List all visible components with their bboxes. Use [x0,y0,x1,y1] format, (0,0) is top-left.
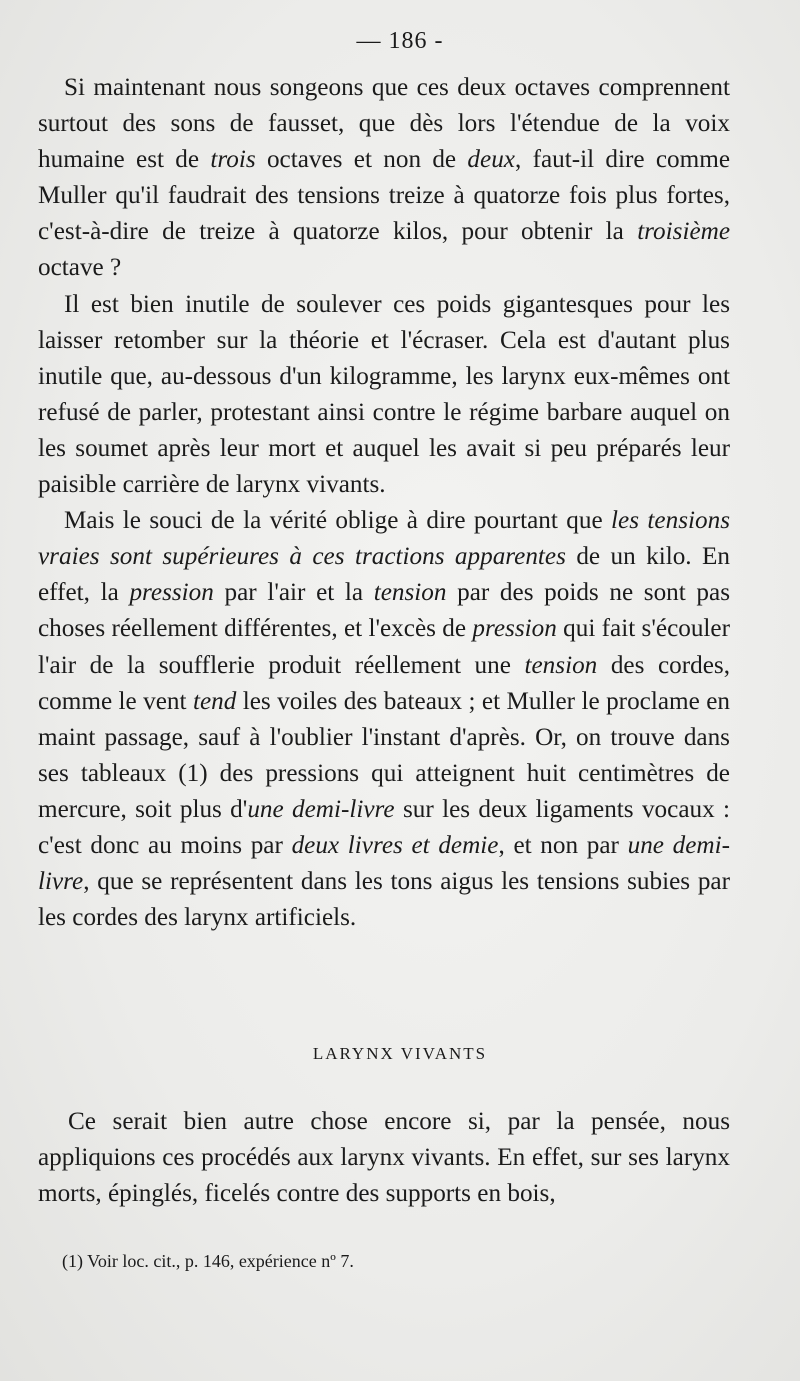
main-text [38,70,730,936]
text-run: par des poids ne sont pas choses réellement différentes, et l'excès de [38,579,730,643]
italic-text: les tensions vraies sont supérieures à ces tractions apparentes [38,507,730,571]
text-run: Il est bien inutile de soulever ces poids gigantesques pour les laisser retomber sur la théorie et l'écraser. Cela est d'autant plus inutile que, au-dessous d'un kilogramme, les larynx eux-mêmes ont refusé de parler, protestant ainsi contre le régime barbare auquel on les soumet après leur mort et auquel les avait si peu préparés leur paisible carrière de larynx vivants. [38,290,730,499]
italic-text: tend [192,687,237,715]
section-paragraph: Ce serait bien autre chose encore si, par la pensée, nous appliquions ces procédés aux larynx vivants. En effet, sur ses larynx morts, épinglés, ficelés contre des supports en bois, [38,1108,730,1208]
text-run: , et non par [498,831,628,859]
text-run: Mais le souci de la vérité oblige à dire pourtant que [64,507,612,535]
italic-text: troisième [637,218,730,246]
text-run: , faut-il dire comme Muller qu'il faudrait des tensions treize à quatorze fois plus fortes, c'est-à-dire de treize à quatorze kilos, pour obtenir la [38,146,731,246]
text-run: Si maintenant nous songeons que ces deux octaves comprennent surtout des sons de fausset, que dès lors l'étendue de la voix humaine est de [38,74,730,174]
paragraph [38,70,730,287]
paragraph [38,287,730,504]
text-run: sur les deux ligaments vocaux : c'est donc au moins par [38,795,731,859]
text-run: les voiles des bateaux ; et Muller le proclame en maint passage, sauf à l'oublier l'instant d'après. Or, on trouve dans ses tableaux (1) des pressions qui atteignent huit centimètres de mercure, soit plus d' [38,687,730,823]
italic-text: tension [524,651,598,679]
text-run: octaves et non de [255,146,468,174]
text-run: des cordes, comme le vent [38,651,731,715]
italic-text: trois [210,146,256,174]
section-heading: LARYNX VIVANTS [312,1044,488,1063]
italic-text: une demi-livre [247,795,395,823]
italic-text: pression [472,615,557,643]
text-run: octave ? [38,254,122,282]
italic-text: une demi-livre [38,831,731,896]
italic-text: pression [129,579,214,607]
text-run: , que se représentent dans les tons aigus les tensions subies par les cordes des larynx artificiels. [38,868,730,932]
footnote: (1) Voir loc. cit., p. 146, expérience nº 7. [62,1251,354,1271]
text-run: de un kilo. En effet, la [38,543,730,607]
paragraph [38,503,730,936]
italic-text: deux livres et demie [291,831,499,859]
text-run: par l'air et la [213,579,374,607]
page-number: — 186 - [356,28,444,54]
italic-text: tension [373,579,447,607]
section-text [38,1104,730,1212]
italic-text: deux [467,146,515,174]
text-run: qui fait s'écouler l'air de la soufflerie produit réellement une [38,615,731,679]
